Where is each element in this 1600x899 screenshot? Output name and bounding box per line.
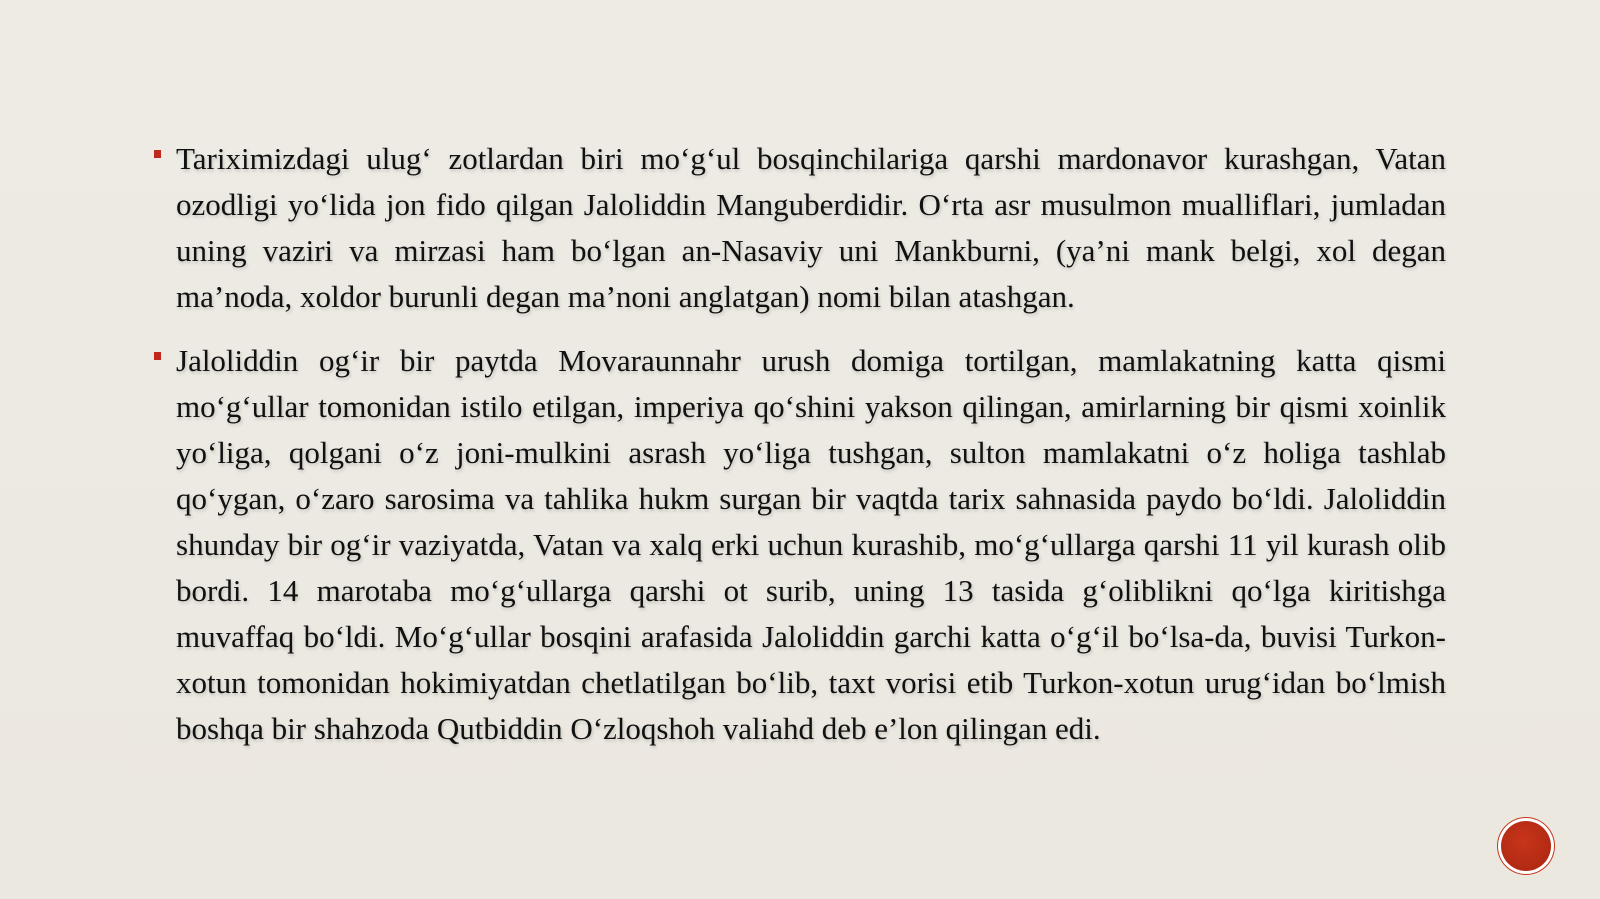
- square-bullet-icon: [154, 150, 161, 158]
- square-bullet-icon: [154, 352, 161, 360]
- paragraph-1: [176, 136, 1446, 320]
- paragraph-2-text: Jaloliddin og‘ir bir paytda Movaraunnahr urush domiga tortilgan, mamlakatning katta qismi mo‘g‘ullar tomonidan istilo etilgan, imperiya qo‘shini yakson qilingan, amirlarning bir qismi xoinlik yo‘liga, qolgani o‘z joni-mulkini asrash yo‘liga tushgan, sulton mamlakatni o‘z holiga tashlab qo‘ygan, o‘zaro sarosima va tahlika hukm surgan bir vaqtda tarix sahnasida paydo bo‘ldi. Jaloliddin shunday bir og‘ir vaziyatda, Vatan va xalq erki uchun kurashib, mo‘g‘ullarga qarshi 11 yil kurash olib bordi. 14 marotaba mo‘g‘ullarga qarshi ot surib, uning 13 tasida g‘oliblikni qo‘lga kiritishga muvaffaq bo‘ldi. Mo‘g‘ullar bosqini arafasida Jaloliddin garchi katta o‘g‘il bo‘lsa-da, buvisi Turkon-xotun tomonidan hokimiyatdan chetlatilgan bo‘lib, taxt vorisi etib Turkon-xotun urug‘idan bo‘lmish boshqa bir shahzoda Qutbiddin O‘zloqshoh valiahd deb e’lon qilingan edi.: [176, 343, 1446, 746]
- slide-body: [176, 136, 1446, 770]
- next-slide-button[interactable]: [1498, 818, 1554, 874]
- paragraph-1-text: Tariximizdagi ulug‘ zotlardan biri mo‘g‘ul bosqinchilariga qarshi mardonavor kurashgan, Vatan ozodligi yo‘lida jon fido qilgan Jaloliddin Manguberdidir. O‘rta asr musulmon mualliflari, jumladan uning vaziri va mirzasi ham bo‘lgan an-Nasaviy uni Mankburni, (ya’ni mank belgi, xol degan ma’noda, xoldor burunli degan ma’noni anglatgan) nomi bilan atashgan.: [176, 141, 1446, 314]
- paragraph-2: [176, 338, 1446, 752]
- next-slide-button-fill: [1501, 821, 1551, 871]
